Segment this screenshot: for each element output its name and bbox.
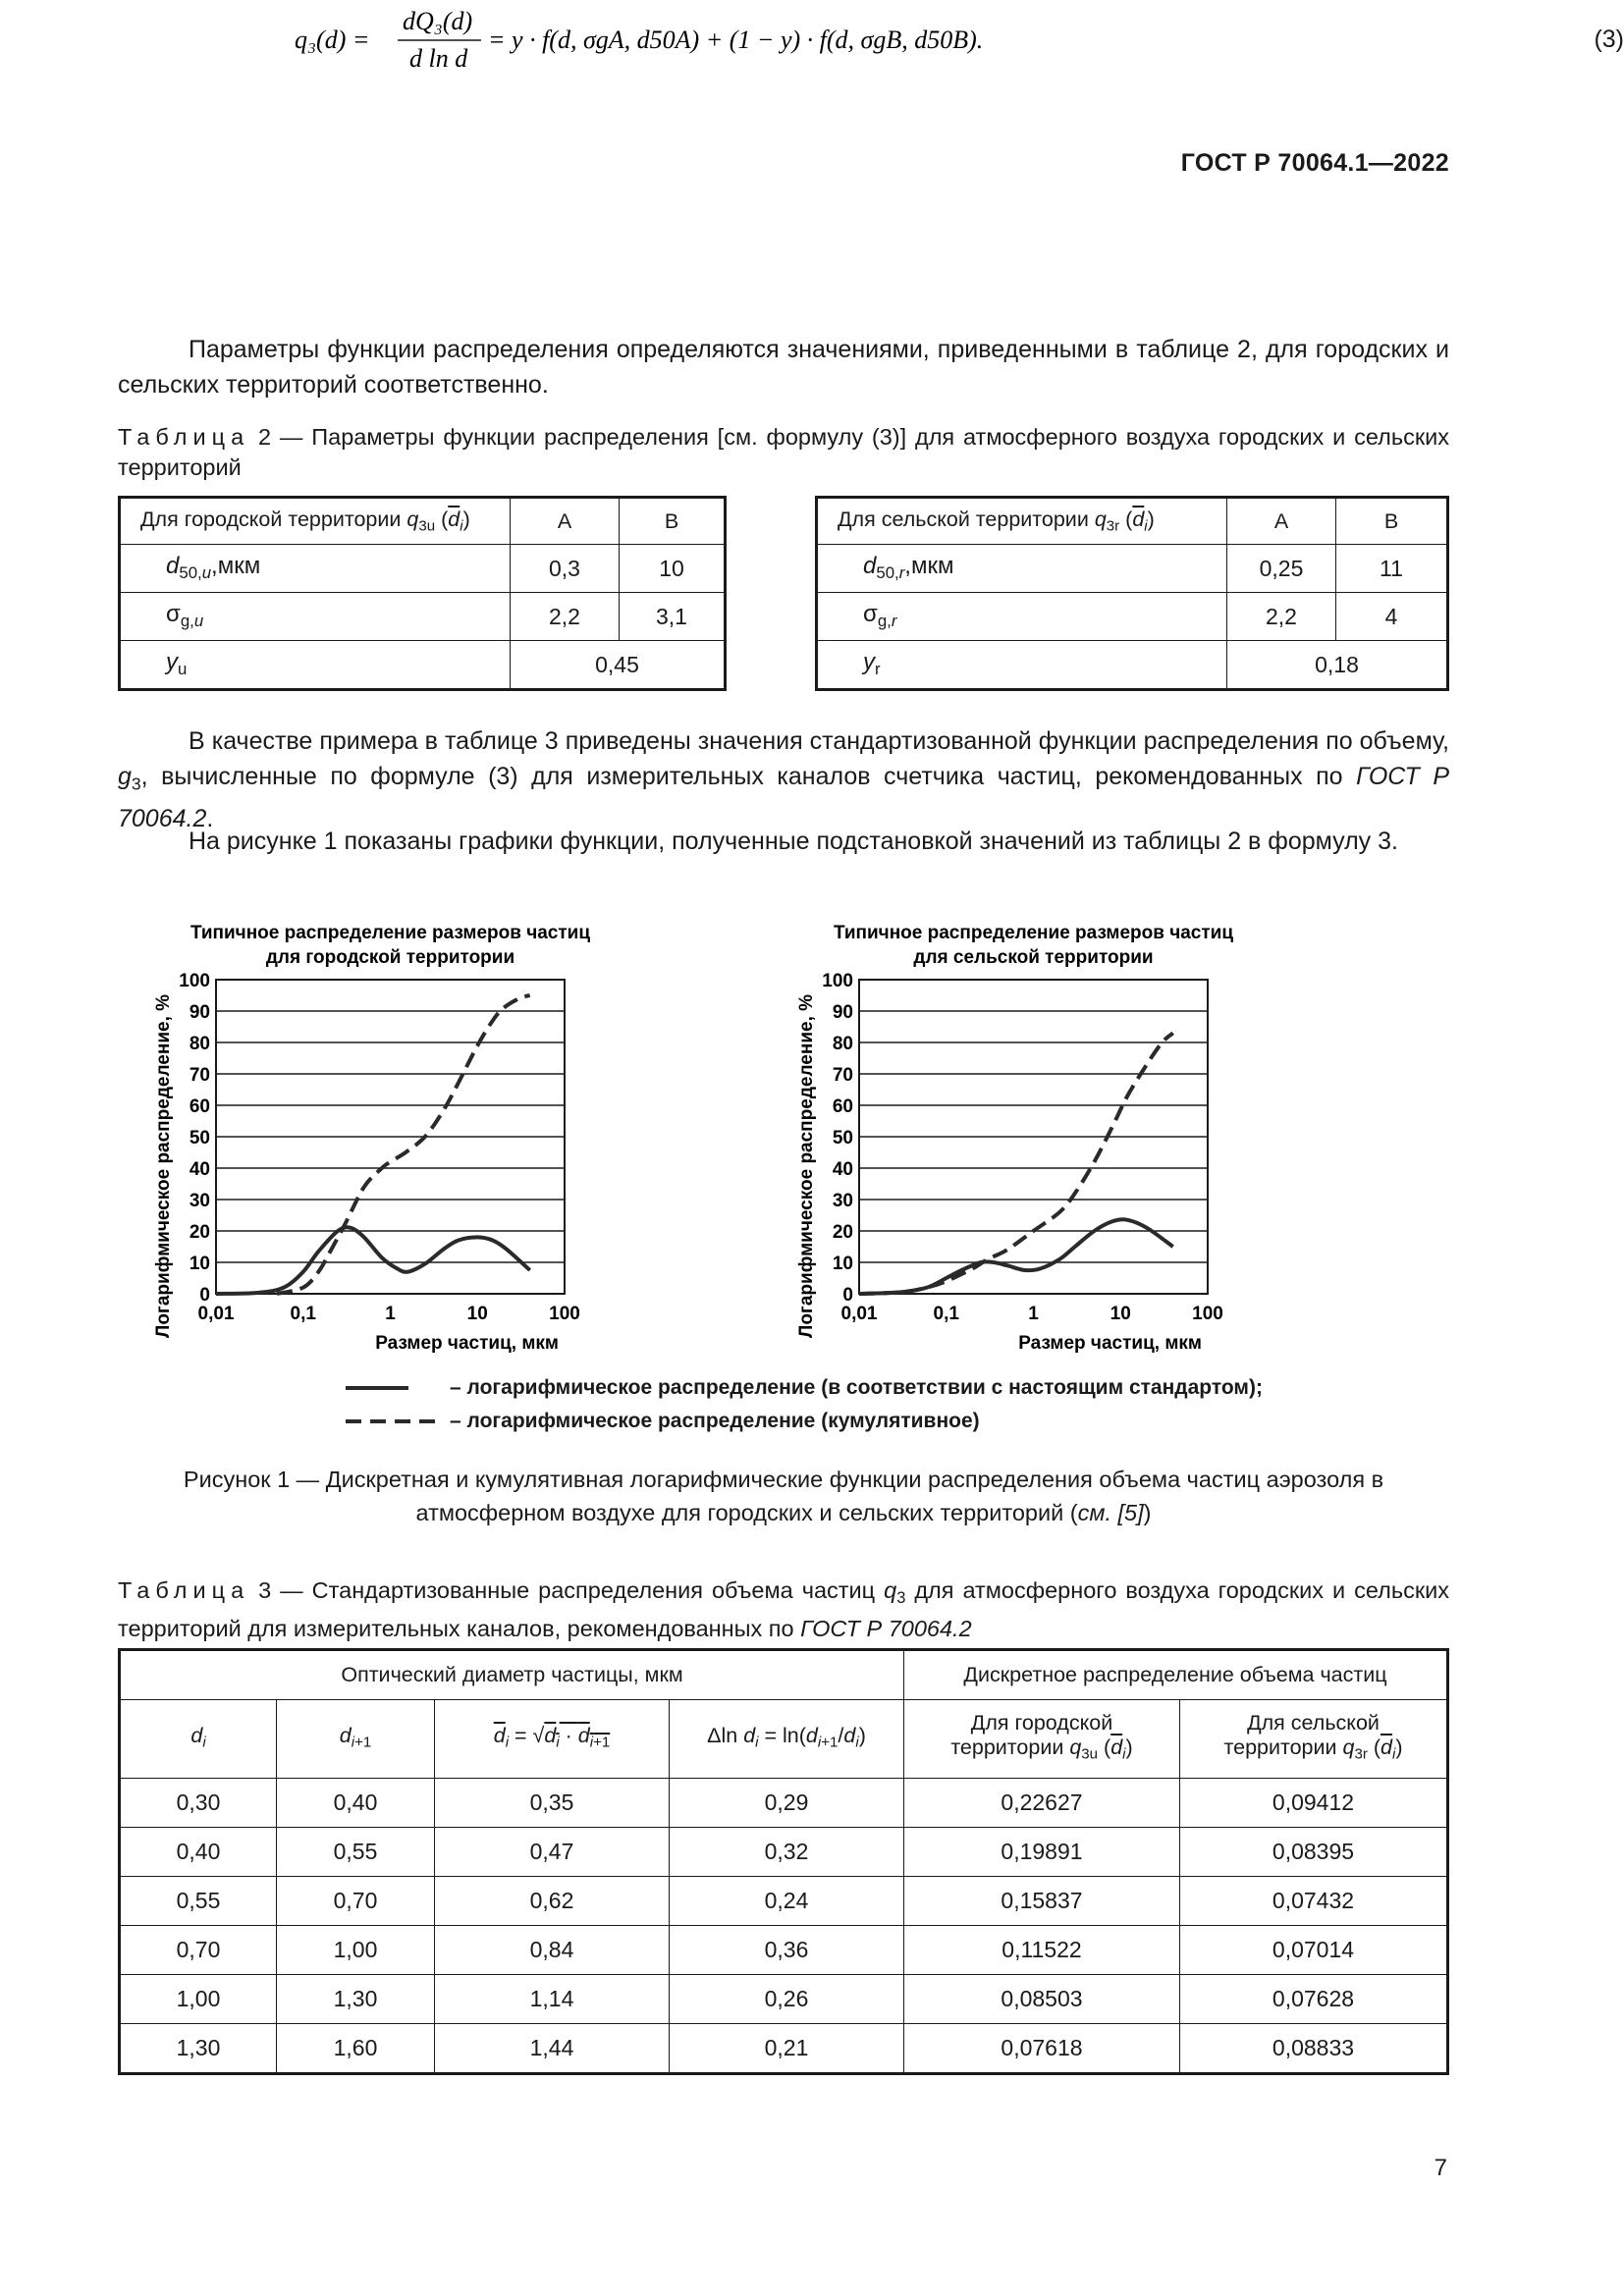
table-cell: 0,21 (670, 2024, 904, 2074)
urban-d50-a: 0,3 (511, 545, 620, 593)
rural-col-a: A (1227, 498, 1336, 545)
table-cell: 0,07628 (1180, 1975, 1448, 2024)
rural-sigma-a: 2,2 (1227, 593, 1336, 641)
paragraph-parameters: Параметры функции распределения определяются значениями, приведенными в таблице 2, для городских и сельских территорий соответственно. (118, 336, 1449, 399)
chart-rural (790, 913, 1330, 1379)
table-cell: 0,55 (120, 1877, 277, 1926)
legend-dashed-label: – логарифмическое распределение (кумулятивное) (450, 1410, 980, 1432)
table-cell: 1,00 (120, 1975, 277, 2024)
table-cell: 1,44 (435, 2024, 670, 2074)
table-cell: 0,40 (277, 1779, 435, 1828)
table-cell: 1,30 (120, 2024, 277, 2074)
y-tick-label: 90 (832, 1002, 853, 1023)
table3-group-diameter: Оптический диаметр частицы, мкм (120, 1650, 904, 1700)
y-tick-label: 100 (822, 971, 853, 991)
urban-y-value: 0,45 (511, 641, 726, 690)
table-cell: 1,30 (277, 1975, 435, 2024)
chart-title-line1: Типичное распределение размеров частиц (189, 923, 591, 943)
x-axis-label: Размер частиц, мкм (375, 1333, 559, 1354)
col-di-mean: $\overline{d}_i = √d_i \cdot d_{i+1}$ (435, 1700, 670, 1779)
table-cell: 0,35 (435, 1779, 670, 1828)
rural-d50-label: $d_{50,r},мкм$ (817, 545, 1227, 593)
table-cell: 0,22627 (904, 1779, 1180, 1828)
table-cell: 0,19891 (904, 1828, 1180, 1877)
table-cell: 0,30 (120, 1779, 277, 1828)
table-cell: 1,00 (277, 1926, 435, 1975)
y-tick-label: 30 (189, 1191, 210, 1211)
y-tick-label: 50 (189, 1128, 210, 1148)
table-cell: 0,84 (435, 1926, 670, 1975)
urban-col-b: B (620, 498, 726, 545)
urban-col-a: A (511, 498, 620, 545)
table-cell: 0,29 (670, 1779, 904, 1828)
y-tick-label: 60 (189, 1096, 210, 1117)
formula-numerator: dQ₃(d) (403, 7, 473, 35)
table-cell: 0,24 (670, 1877, 904, 1926)
page-number: 7 (1434, 2155, 1447, 2181)
x-tick-label: 0,01 (197, 1304, 235, 1324)
y-tick-label: 60 (832, 1096, 853, 1117)
y-tick-label: 50 (832, 1128, 853, 1148)
table-row (120, 1828, 1448, 1877)
table-cell: 0,07014 (1180, 1926, 1448, 1975)
table-cell: 0,15837 (904, 1877, 1180, 1926)
x-tick-label: 10 (466, 1304, 488, 1324)
legend-dashed-swatch (344, 1415, 442, 1427)
table-row (120, 1926, 1448, 1975)
table2-caption-text: 2 — Параметры функции распределения [см. формулу (3)] для атмосферного воздуха городских и сельских территорий (118, 424, 1449, 480)
table-row (120, 1779, 1448, 1828)
table-cell: 0,11522 (904, 1926, 1180, 1975)
table-cell: 0,26 (670, 1975, 904, 2024)
figure-caption-ref: см. [5] (1077, 1500, 1144, 1525)
formula-3 (0, 0, 1624, 79)
table3-caption-prefix: Таблица (118, 1577, 250, 1603)
col-urban: Для городской территории $q_{3u}$ $(\overline{d}_i)$ (904, 1700, 1180, 1779)
y-tick-label: 80 (832, 1034, 853, 1054)
table-cell: 0,08503 (904, 1975, 1180, 2024)
x-tick-label: 10 (1110, 1304, 1131, 1324)
y-tick-label: 80 (189, 1034, 210, 1054)
urban-d50-label: $d_{50,u},мкм$ (120, 545, 511, 593)
col-delta-ln: Δln $d_i = \ln(d_{i+1}/d_i)$ (670, 1700, 904, 1779)
legend-solid-swatch (344, 1382, 442, 1394)
rural-sigma-label: $\sigma_{g,r}$ (817, 593, 1227, 641)
legend-solid-label: – логарифмическое распределение (в соответствии с настоящим стандартом); (450, 1376, 1263, 1399)
y-tick-label: 30 (832, 1191, 853, 1211)
col-rural: Для сельской территории $q_{3r}$ $(\overline{d}_i)$ (1180, 1700, 1448, 1779)
table-cell: 0,40 (120, 1828, 277, 1877)
chart-legend (344, 1376, 1276, 1445)
formula-denominator: d ln d (409, 44, 468, 73)
table-cell: 0,07432 (1180, 1877, 1448, 1926)
rural-d50-b: 11 (1336, 545, 1448, 593)
chart-svg (790, 913, 1330, 1374)
rural-y-value: 0,18 (1227, 641, 1448, 690)
paragraph-figure-ref: На рисунке 1 показаны графики функции, полученные подстановкой значений из таблицы 2 в формулу 3. (189, 828, 1398, 855)
chart-title-line2: для городской территории (265, 947, 515, 968)
x-axis-label: Размер частиц, мкм (1018, 1333, 1202, 1354)
chart-title-line2: для сельской территории (913, 947, 1154, 968)
col-di1: $d_{i+1}$ (277, 1700, 435, 1779)
document-code: ГОСТ Р 70064.1—2022 (1180, 149, 1449, 177)
formula-lhs: q₃(d) = (295, 26, 370, 54)
table-cell: 0,36 (670, 1926, 904, 1975)
table-cell: 1,60 (277, 2024, 435, 2074)
legend-item-dashed (344, 1410, 980, 1433)
formula-number: (3) (1594, 26, 1624, 53)
y-tick-label: 10 (189, 1254, 210, 1274)
table-cell: 0,08395 (1180, 1828, 1448, 1877)
table2-caption-prefix: Таблица (118, 424, 250, 450)
x-tick-label: 0,1 (290, 1304, 316, 1324)
y-tick-label: 90 (189, 1002, 210, 1023)
table3 (118, 1648, 1449, 2075)
table2-caption (118, 422, 1449, 483)
formula-rhs: = y · f(d, σgA, d50A) + (1 − y) · f(d, σgB, d50B). (488, 26, 984, 54)
table-cell: 0,70 (277, 1877, 435, 1926)
y-axis-label: Логарифмическое распределение, % (796, 993, 817, 1339)
col-di: $d_i$ (120, 1700, 277, 1779)
urban-sigma-label: $\sigma_{g,u}$ (120, 593, 511, 641)
rural-col-b: B (1336, 498, 1448, 545)
series-line-discrete (216, 1227, 530, 1294)
y-tick-label: 20 (832, 1222, 853, 1243)
table-row (120, 1975, 1448, 2024)
rural-y-label: $y_r$ (817, 641, 1227, 690)
table3-caption: Таблица 3 — Стандартизованные распределения объема частиц $q_3$ для атмосферного воздуха городских и сельских территорий для измерительных каналов, рекомендованных по ГОСТ Р 70064.2 (118, 1577, 1449, 1641)
urban-sigma-b: 3,1 (620, 593, 726, 641)
urban-sigma-a: 2,2 (511, 593, 620, 641)
table-cell: 0,47 (435, 1828, 670, 1877)
y-tick-label: 20 (189, 1222, 210, 1243)
x-tick-label: 0,1 (933, 1304, 959, 1324)
table3-group-distribution: Дискретное распределение объема частиц (904, 1650, 1448, 1700)
table-cell: 0,09412 (1180, 1779, 1448, 1828)
table-cell: 1,14 (435, 1975, 670, 2024)
table2-urban (118, 496, 727, 691)
table-row (120, 1877, 1448, 1926)
series-line-cumulative (277, 995, 530, 1294)
formula-graphic (0, 0, 1331, 79)
table-cell: 0,70 (120, 1926, 277, 1975)
y-tick-label: 0 (199, 1285, 210, 1306)
urban-y-label: $y_u$ (120, 641, 511, 690)
paragraph-example: В качестве примера в таблице 3 приведены значения стандартизованной функции распределения по объему, $g_3$, вычисленные по формуле (3) для измерительных каналов счетчика частиц, рекомендованных по ГОСТ Р 70064.2. (118, 727, 1449, 833)
y-tick-label: 10 (832, 1254, 853, 1274)
chart-title-line1: Типичное распределение размеров частиц (833, 923, 1234, 943)
table3-caption-ref: ГОСТ Р 70064.2 (800, 1615, 972, 1641)
table-cell: 0,55 (277, 1828, 435, 1877)
chart-svg (147, 913, 687, 1374)
figure-caption: Рисунок 1 — Дискретная и кумулятивная логарифмические функции распределения объема частиц аэрозоля в атмосферном воздухе для городских и сельских территорий (см. [5]) (183, 1467, 1384, 1525)
x-tick-label: 1 (1028, 1304, 1039, 1324)
rural-sigma-b: 4 (1336, 593, 1448, 641)
x-tick-label: 1 (385, 1304, 396, 1324)
x-tick-label: 100 (1192, 1304, 1223, 1324)
rural-header: Для сельской территории $q_{3r}$ $(\overline{d}_i)$ (817, 498, 1227, 545)
urban-header: Для городской территории $q_{3u}$ $(\overline{d}_i)$ (120, 498, 511, 545)
y-tick-label: 70 (832, 1065, 853, 1086)
urban-d50-b: 10 (620, 545, 726, 593)
chart-urban (147, 913, 687, 1379)
table-cell: 0,07618 (904, 2024, 1180, 2074)
x-tick-label: 0,01 (840, 1304, 878, 1324)
table-cell: 0,32 (670, 1828, 904, 1877)
y-tick-label: 100 (179, 971, 210, 991)
rural-d50-a: 0,25 (1227, 545, 1336, 593)
y-tick-label: 40 (189, 1159, 210, 1180)
y-tick-label: 40 (832, 1159, 853, 1180)
legend-item-solid (344, 1376, 1263, 1400)
table2-rural (815, 496, 1449, 691)
series-line-cumulative (859, 1033, 1173, 1294)
y-tick-label: 0 (842, 1285, 853, 1306)
y-tick-label: 70 (189, 1065, 210, 1086)
table-cell: 0,08833 (1180, 2024, 1448, 2074)
table3-body (120, 1779, 1448, 2074)
table-row (120, 2024, 1448, 2074)
y-axis-label: Логарифмическое распределение, % (153, 993, 174, 1339)
table-cell: 0,62 (435, 1877, 670, 1926)
reference-gost-70064-2: ГОСТ Р 70064.2 (118, 763, 1449, 833)
x-tick-label: 100 (549, 1304, 580, 1324)
